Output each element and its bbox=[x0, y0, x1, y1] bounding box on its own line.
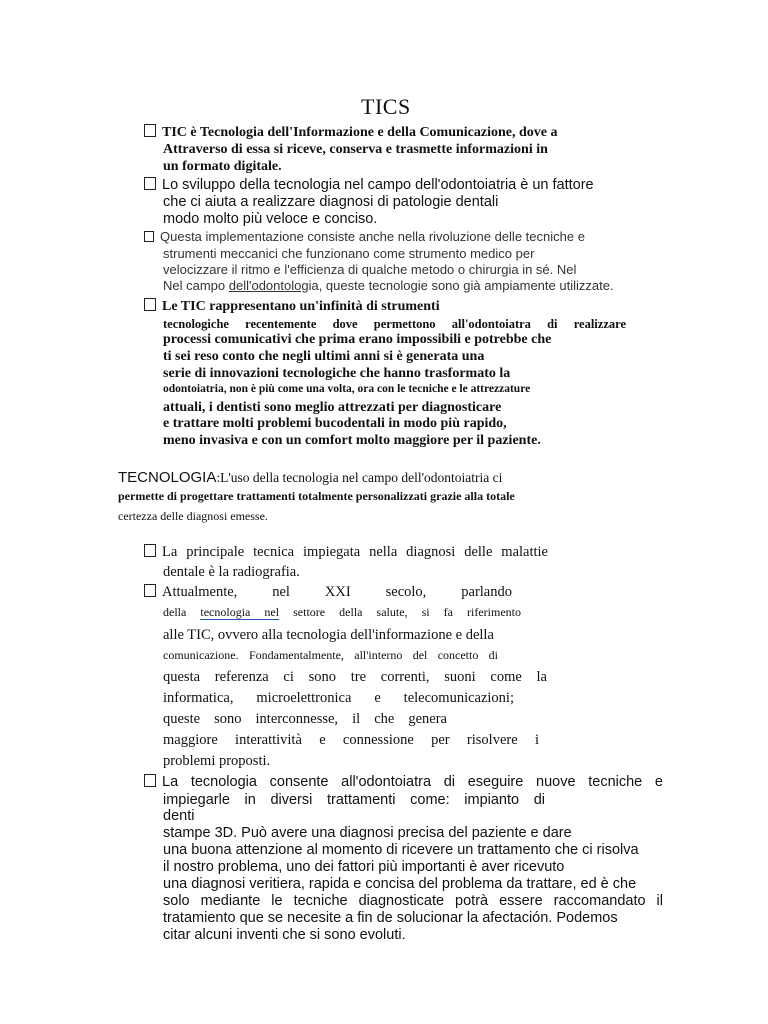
text-line: una buona attenzione al momento di ricevere un trattamento che ci risolva bbox=[163, 842, 639, 858]
text-line: Lo sviluppo della tecnologia nel campo dell'odontoiatria è un fattore bbox=[162, 177, 594, 193]
text-line: strumenti meccanici che funzionano come strumento medico per bbox=[163, 246, 535, 261]
text-line: maggiore interattività e connessione per risolvere i bbox=[163, 732, 539, 748]
text-line: stampe 3D. Può avere una diagnosi precisa del paziente e dare bbox=[163, 825, 572, 841]
bullet-radiografia bbox=[144, 544, 548, 561]
tecnologia-paragraph bbox=[118, 469, 502, 486]
text-line: ti sei reso conto che negli ultimi anni si è generata una bbox=[163, 349, 485, 364]
text-line: dentale è la radiografia. bbox=[163, 564, 300, 580]
text-fragment: ia, queste tecnologie sono già ampiamente utilizzate. bbox=[308, 278, 614, 293]
text-line: tecnologiche recentemente dove permettono all'odontoiatra di realizzare bbox=[163, 317, 626, 331]
text-line: solo mediante le tecniche diagnosticate potrà essere raccomandato il bbox=[163, 893, 663, 909]
bullet-attualmente bbox=[144, 584, 512, 601]
checkbox-bullet-icon bbox=[144, 124, 156, 137]
text-line: meno invasiva e con un comfort molto maggiore per il paziente. bbox=[163, 433, 541, 448]
text-line: denti bbox=[163, 808, 195, 824]
odontologia-link[interactable]: dell'odontolog bbox=[228, 278, 309, 293]
text-line: comunicazione. Fondamentalmente, all'interno del concetto di bbox=[163, 648, 498, 662]
text-line: TIC è Tecnologia dell'Informazione e della Comunicazione, dove a bbox=[162, 125, 558, 140]
text-line: velocizzare il ritmo e l'efficienza di qualche metodo o chirurgia in sé. Nel bbox=[163, 262, 577, 277]
tecnologia-link[interactable]: tecnologia nel bbox=[200, 605, 280, 619]
text-line bbox=[163, 605, 521, 620]
page-title: TICS bbox=[361, 94, 411, 119]
text-fragment: settore della salute, si fa riferimento bbox=[279, 605, 521, 619]
text-line: problemi proposti. bbox=[163, 753, 271, 769]
text-line: informatica, microelettronica e telecomunicazioni; bbox=[163, 690, 514, 706]
bullet-tic-definition bbox=[144, 124, 558, 141]
text-line: che ci aiuta a realizzare diagnosi di patologie dentali bbox=[163, 194, 499, 210]
text-line: Questa implementazione consiste anche nella rivoluzione delle tecniche e bbox=[160, 229, 585, 244]
text-line: permette di progettare trattamenti totalmente personalizzati grazie alla totale bbox=[118, 489, 515, 503]
text-line: La principale tecnica impiegata nella diagnosi delle malattie bbox=[162, 544, 548, 560]
checkbox-bullet-icon bbox=[144, 774, 156, 787]
text-line: processi comunicativi che prima erano impossibili e potrebbe che bbox=[163, 332, 552, 347]
text-line: serie di innovazioni tecnologiche che hanno trasformato la bbox=[163, 366, 511, 381]
text-line: alle TIC, ovvero alla tecnologia dell'informazione e della bbox=[163, 627, 494, 643]
text-line: questa referenza ci sono tre correnti, suoni come la bbox=[163, 669, 547, 685]
text-line: e trattare molti problemi bucodentali in modo più rapido, bbox=[163, 416, 507, 431]
text-line: attuali, i dentisti sono meglio attrezzati per diagnosticare bbox=[163, 400, 502, 415]
text-line: odontoiatria, non è più come una volta, ora con le tecniche e le attrezzature bbox=[163, 383, 531, 395]
text-line bbox=[163, 278, 614, 293]
checkbox-bullet-icon bbox=[144, 177, 156, 190]
text-line: modo molto più veloce e conciso. bbox=[163, 211, 378, 227]
text-line: certezza delle diagnosi emesse. bbox=[118, 509, 268, 523]
text-line: una diagnosi veritiera, rapida e concisa del problema da trattare, ed è che bbox=[163, 876, 637, 892]
checkbox-bullet-icon bbox=[144, 544, 156, 557]
bullet-implementazione bbox=[144, 229, 585, 244]
text-line: un formato digitale. bbox=[163, 159, 282, 174]
bullet-sviluppo bbox=[144, 177, 594, 193]
bullet-tecnologia-consente bbox=[144, 774, 663, 790]
text-line: Attualmente, nel XXI secolo, parlando bbox=[162, 584, 512, 600]
text-fragment: della bbox=[163, 605, 201, 619]
text-line: queste sono interconnesse, il che genera bbox=[163, 711, 447, 727]
text-line: il nostro problema, uno dei fattori più importanti è aver ricevuto bbox=[163, 859, 565, 875]
text-line: impiegarle in diversi trattamenti come: impianto di bbox=[163, 792, 545, 808]
text-line: Attraverso di essa si riceve, conserva e trasmette informazioni in bbox=[163, 142, 548, 157]
checkbox-bullet-icon bbox=[144, 584, 156, 597]
checkbox-bullet-icon bbox=[144, 298, 156, 311]
tecnologia-heading: TECNOLOGIA bbox=[118, 469, 217, 486]
text-line: La tecnologia consente all'odontoiatra di eseguire nuove tecniche e bbox=[162, 774, 663, 790]
text-fragment: Nel campo bbox=[163, 278, 229, 293]
text-fragment: :L'uso della tecnologia nel campo dell'odontoiatria ci bbox=[216, 470, 503, 485]
bullet-tic-strumenti bbox=[144, 298, 440, 315]
text-line: tratamiento que se necesite a fin de solucionar la afectación. Podemos bbox=[163, 910, 618, 926]
checkbox-bullet-icon bbox=[144, 231, 154, 242]
text-line: Le TIC rappresentano un'infinità di strumenti bbox=[162, 299, 440, 314]
text-line: citar alcuni inventi che si sono evoluti. bbox=[163, 927, 406, 943]
